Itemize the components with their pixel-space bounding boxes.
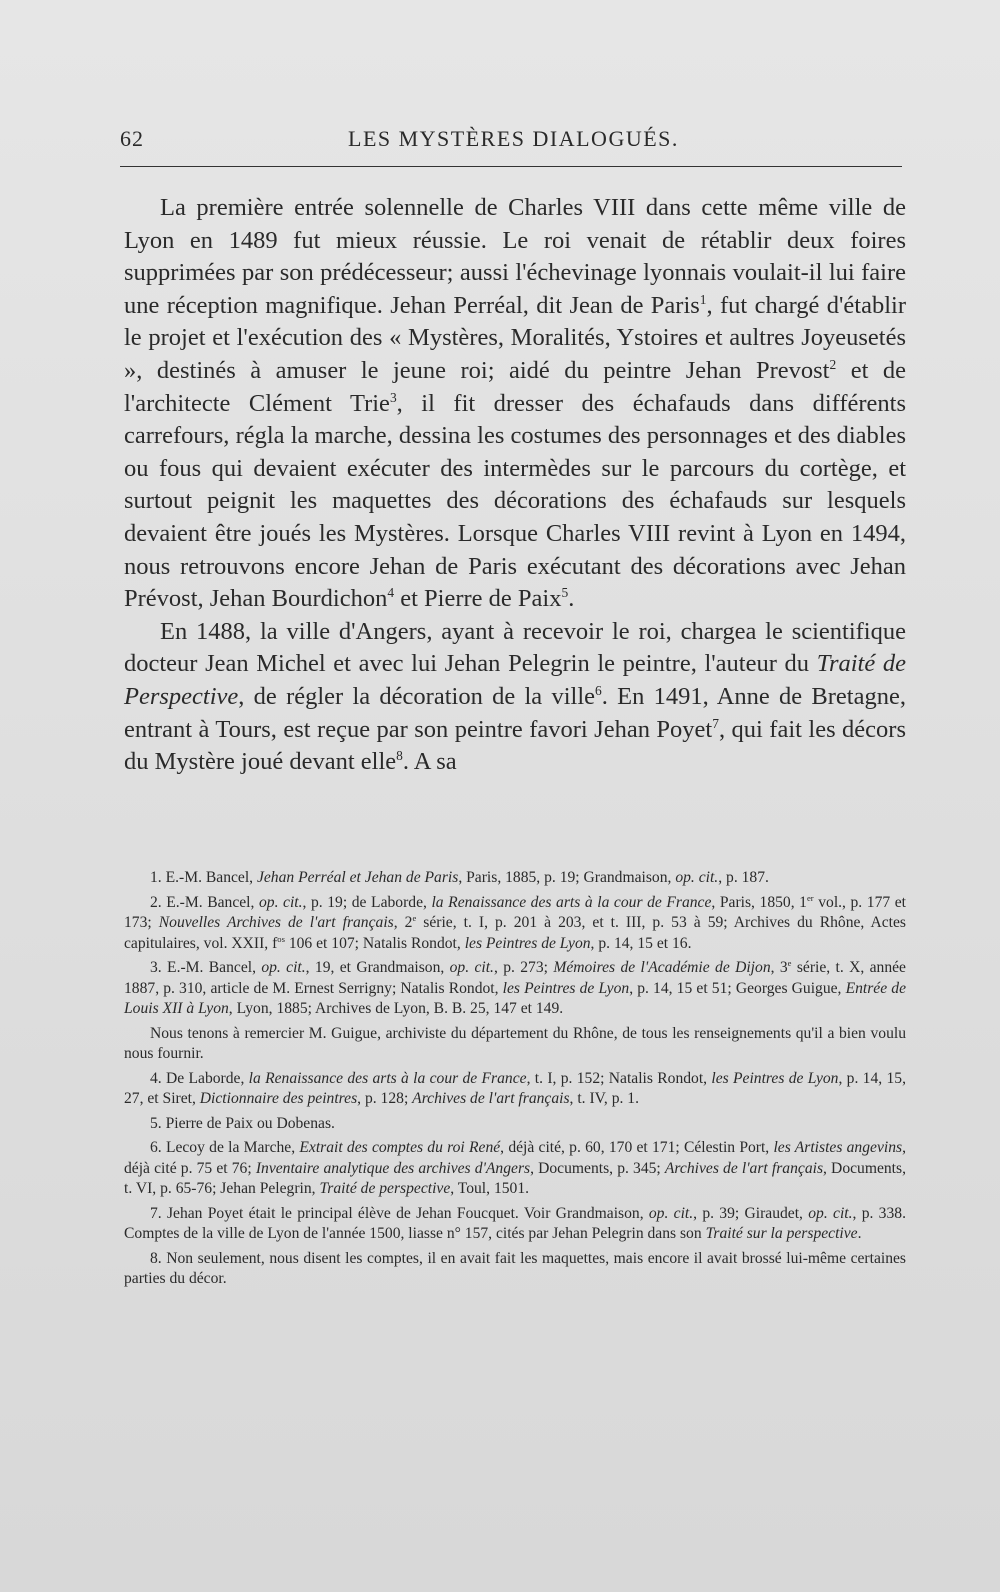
text-run: , p. 14, 15 et 16. [590,934,692,952]
work-title: Dictionnaire des peintres [199,1090,358,1107]
work-title: les Peintres de Lyon [711,1069,839,1087]
work-title: op. cit. [449,959,494,976]
note-ref-7[interactable]: 7 [712,715,719,731]
text-run: , p. 273; [493,959,554,976]
work-title: Jehan Perréal et Jehan de Paris [256,869,459,886]
text-run: , déjà cité, p. 60, 170 et 171; Célestin Port, [500,1139,774,1156]
work-title: les Peintres de Lyon [502,979,630,997]
note-ref-8[interactable]: 8 [396,747,403,763]
running-title: LES MYSTÈRES DIALOGUÉS. [348,126,679,151]
text-run: La première entrée solennelle de Charles VIII dans cette même ville de Lyon en 1489 fut mieux réussie. Le roi venait de rétablir deux foires supprimées par son prédécesseur; aussi l'échevinage lyonnais voulait-il lui faire une réception magnifique. Jehan Perréal, dit Jean de Paris [124,194,906,319]
ordinal: er [806,892,814,903]
text-run: , Paris, 1885, p. 19; Grandmaison, [458,869,676,886]
footnote-3 [124,958,906,1020]
footnote-6 [124,1138,906,1200]
work-title: la Renaissance des arts à la cour de France [248,1069,527,1087]
note-ref-2[interactable]: 2 [829,356,837,372]
text-run: . En 1491, Anne de Bretagne, entrant à Tours, est reçue par son peintre favori Jehan Poyet [124,682,906,743]
work-title: Extrait des comptes du roi René [299,1139,501,1156]
text-run: 3. E.-M. Bancel, [150,959,262,976]
footnotes [124,868,906,1294]
work-title: op. cit. [258,893,303,911]
text-run: . [857,1225,862,1242]
footnote-5: 5. Pierre de Paix ou Dobenas. [150,1114,335,1132]
text-run: , p. 128; [357,1090,413,1107]
text-run: , Paris, 1850, 1 [711,893,807,911]
text-run: série, t. X, année 1887, p. 310, article de M. Ernest Serrigny; Natalis Rondot, [124,959,906,997]
note-ref-5[interactable]: 5 [561,584,569,600]
footnote-4 [124,1069,906,1110]
text-run: . [568,585,575,613]
note-ref-1[interactable]: 1 [699,291,707,307]
page-number: 62 [120,126,144,151]
work-title: les Artistes angevins [773,1139,903,1156]
work-title: op. cit. [261,959,306,976]
text-run: , Lyon, 1885; Archives de Lyon, B. B. 25, 147 et 149. [228,1000,564,1017]
text-run: , p. 14, 15 et 51; Georges Guigue, [629,979,846,997]
text-run: . A sa [402,748,457,776]
text-run: 6. Lecoy de la Marche, [150,1139,300,1156]
text-run: , Documents, t. VI, p. 65-76; Jehan Pelegrin, [124,1159,906,1197]
footnote-7 [124,1204,906,1245]
text-run: , de régler la décoration de la ville [238,682,596,710]
text-run: , 19, et Grandmaison, [305,959,450,976]
text-run: , fut chargé d'établir le projet et l'exécution des « Mystères, Moralités, Ystoires et aultres Joyeusetés », destinés à amuser le jeune roi; aidé du peintre Jehan Prevost [124,291,906,384]
text-run: , p. 14, 15, 27, et Siret, [124,1069,906,1107]
work-title: op. cit. [675,869,719,886]
text-run: , p. 39; Giraudet, [693,1204,809,1222]
work-title: Traité sur la perspective [705,1225,858,1242]
text-run: , qui fait les décors du Mystère joué devant elle [124,715,906,776]
text-run: vol., p. 177 et 173; [124,893,906,931]
work-title: Entrée de Louis XII à Lyon [124,979,906,1017]
paragraph-1 [124,192,906,616]
note-ref-6[interactable]: 6 [595,682,602,698]
text-run: , Toul, 1501. [450,1180,530,1197]
text-run: 1. E.-M. Bancel, [150,869,257,886]
text-run: , p. 187. [718,869,769,886]
footnote-3-note: Nous tenons à remercier M. Guigue, archiviste du département du Rhône, de tous les renseignements qu'il a bien voulu nous fournir. [124,1024,906,1062]
text-run: , p. 338. Comptes de la ville de Lyon de l'année 1500, liasse n° 157, cités par Jehan Pelegrin dans son [124,1204,906,1242]
ordinal: e [412,912,417,923]
note-ref-4[interactable]: 4 [387,584,395,600]
body-text [124,192,906,779]
text-run: 2. E.-M. Bancel, [150,893,259,911]
work-title: la Renaissance des arts à la cour de France [431,893,712,911]
text-run: , t. IV, p. 1. [569,1090,640,1107]
text-run: , t. I, p. 152; Natalis Rondot, [526,1069,712,1087]
text-run: En 1488, la ville d'Angers, ayant à recevoir le roi, chargea le scientifique docteur Jean Michel et avec lui Jehan Pelegrin le peintre, l'auteur du [124,617,906,678]
text-run: , 2 [393,914,413,931]
footnote-8: 8. Non seulement, nous disent les comptes, il en avait fait les maquettes, mais encore il avait brossé lui-même certaines parties du décor. [124,1249,906,1287]
text-run: et de l'architecte Clément Trie [124,356,906,417]
work-title: Archives de l'art français [412,1090,570,1107]
text-run: et Pierre de Paix [394,585,562,613]
text-run: série, t. I, p. 201 à 203, et t. III, p. 53 à 59; Archives du Rhône, Actes capitulaires, vol. XXII, f [124,914,906,952]
work-title: op. cit. [648,1204,694,1222]
work-title: Inventaire analytique des archives d'Angers [255,1159,531,1177]
page-header [120,126,900,160]
work-title: Mémoires de l'Académie de Dijon [553,959,771,976]
text-run: , 3 [770,959,788,976]
footnote-1 [124,868,906,889]
note-ref-3[interactable]: 3 [389,389,397,405]
text-run: , déjà cité p. 75 et 76; [124,1139,906,1177]
work-title: Traité de perspective [319,1180,451,1197]
work-title: les Peintres de Lyon [464,934,591,952]
text-run: , Documents, p. 345; [530,1159,665,1177]
text-run: 4. De Laborde, [150,1069,249,1087]
ordinal: e [787,957,792,968]
text-run: 106 et 107; Natalis Rondot, [284,934,465,952]
work-title: Traité de Perspective [124,650,906,710]
text-run: 7. Jehan Poyet était le principal élève de Jehan Foucquet. Voir Grandmaison, [150,1204,649,1222]
ordinal: os [277,933,285,944]
work-title: Nouvelles Archives de l'art français [158,914,394,931]
work-title: op. cit. [808,1204,853,1222]
header-rule [120,166,902,167]
footnote-2 [124,893,906,955]
text-run: , p. 19; de Laborde, [302,893,432,911]
paragraph-2 [124,616,906,779]
text-run: , il fit dresser des échafauds dans différents carrefours, régla la marche, dessina les costumes des personnages et des diables ou fous qui devaient exécuter des intermèdes sur le parcours du cortège, et surtout peignit les maquettes des décorations des échafauds sur lesquels devaient être joués les Mystères. Lorsque Charles VIII revint à Lyon en 1494, nous retrouvons encore Jehan de Paris exécutant des décorations avec Jehan Prévost, Jehan Bourdichon [124,389,906,613]
work-title: Archives de l'art français [664,1159,824,1177]
